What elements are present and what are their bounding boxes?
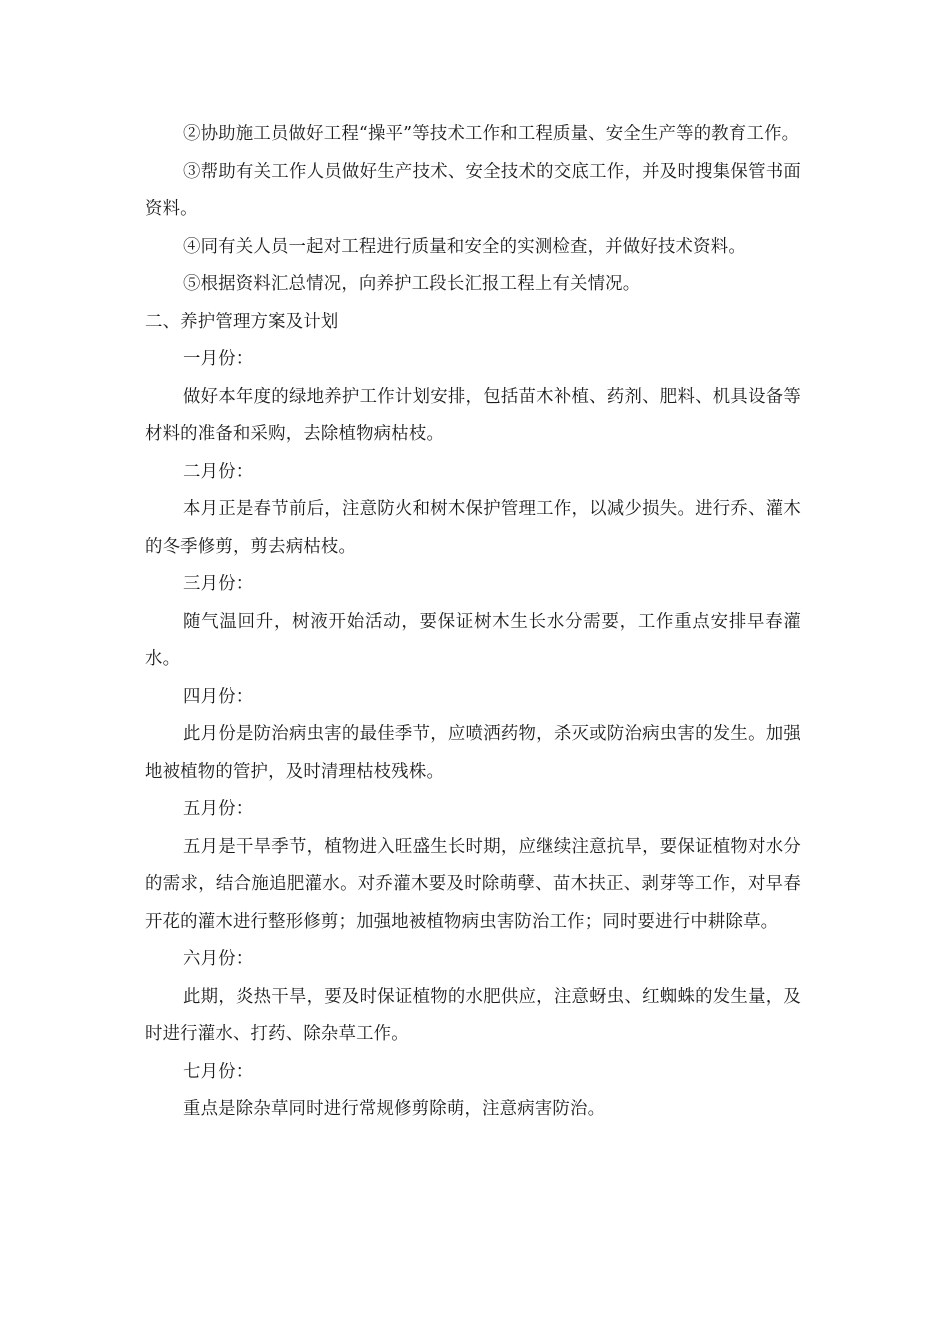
section-heading: 二、养护管理方案及计划 [145, 311, 339, 332]
month-heading-march: 三月份： [183, 574, 254, 594]
month-heading-july: 七月份： [183, 1061, 254, 1082]
paragraph-item-3: ③帮助有关工作人员做好生产技术、安全技术的交底工作，并及时搜集保管书面资料。 [145, 161, 801, 219]
month-body-january: 做好本年度的绿地养护工作计划安排，包括苗木补植、药剂、肥料、机具设备等材料的准备和采购，去除植物病枯枝。 [145, 386, 801, 444]
paragraph-item-4: ④同有关人员一起对工程进行质量和安全的实测检查，并做好技术资料。 [183, 236, 746, 257]
month-body-march: 随气温回升，树液开始活动，要保证树木生长水分需要，工作重点安排早春灌水。 [145, 611, 801, 669]
paragraph-item-5: ⑤根据资料汇总情况，向养护工段长汇报工程上有关情况。 [183, 274, 641, 294]
month-body-may: 五月是干旱季节，植物进入旺盛生长时期，应继续注意抗旱，要保证植物对水分的需求，结合施追肥灌水。对乔灌木要及时除萌孽、苗木扶正、剥芽等工作，对早春开花的灌木进行整形修剪；加强地被植物病虫害防治工作；同时要进行中耕除草。 [145, 836, 801, 932]
month-body-july: 重点是除杂草同时进行常规修剪除萌，注意病害防治。 [183, 1099, 606, 1119]
paragraph-item-2: ②协助施工员做好工程“操平”等技术工作和工程质量、安全生产等的教育工作。 [183, 124, 800, 144]
month-heading-june: 六月份： [183, 949, 254, 969]
month-body-april: 此月份是防治病虫害的最佳季节，应喷洒药物，杀灭或防治病虫害的发生。加强地被植物的管护，及时清理枯枝残株。 [145, 724, 801, 782]
month-heading-january: 一月份： [183, 349, 254, 369]
month-body-june: 此期，炎热干旱，要及时保证植物的水肥供应，注意蚜虫、红蜘蛛的发生量，及时进行灌水、打药、除杂草工作。 [145, 986, 801, 1044]
month-body-february: 本月正是春节前后，注意防火和树木保护管理工作，以减少损失。进行乔、灌木的冬季修剪，剪去病枯枝。 [145, 499, 801, 557]
month-heading-april: 四月份： [183, 686, 254, 707]
document-body [145, 116, 801, 1129]
month-heading-february: 二月份： [183, 461, 254, 482]
month-heading-may: 五月份： [183, 799, 254, 819]
